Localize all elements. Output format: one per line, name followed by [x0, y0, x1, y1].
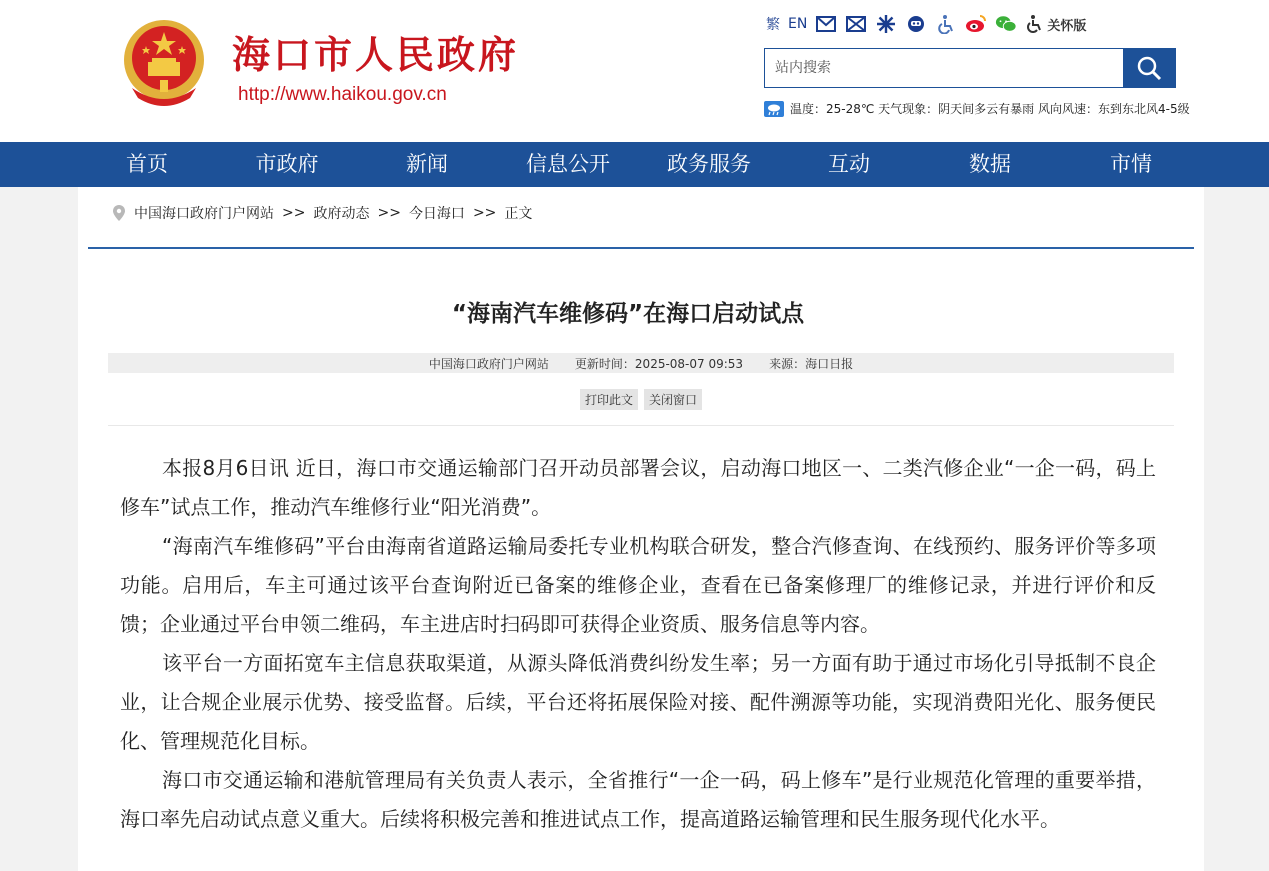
- meta-updated: 更新时间：2025-08-07 09:53: [574, 356, 744, 371]
- print-button[interactable]: 打印此文: [580, 389, 638, 410]
- national-emblem-icon: [120, 18, 208, 106]
- breadcrumb-current: 正文: [504, 206, 533, 222]
- breadcrumb-separator: >>: [472, 205, 497, 221]
- site-header: [0, 0, 1269, 142]
- article-meta: [108, 353, 1174, 373]
- wheelchair-icon: [1025, 14, 1045, 34]
- paragraph: “海南汽车维修码”平台由海南省道路运输局委托专业机构联合研发，整合汽修查询、在线预约、服务评价等多项功能。启用后，车主可通过该平台查询附近已备案的维修企业，查看在已备案修理厂的维修记录，并进行评价和反馈；企业通过平台申领二维码，车主进店时扫码即可获得企业资质、服务信息等内容。: [120, 534, 1156, 636]
- article-actions: [78, 389, 1204, 410]
- meta-site: 中国海口政府门户网站: [428, 356, 549, 371]
- divider: [108, 425, 1174, 426]
- location-pin-icon: [112, 204, 126, 222]
- breadcrumb-separator: >>: [377, 205, 401, 221]
- main-nav: [0, 142, 1269, 187]
- nav-government-services[interactable]: 政务服务: [667, 152, 751, 176]
- mailbox-icon[interactable]: [845, 13, 867, 35]
- divider: [88, 247, 1194, 249]
- nav-home[interactable]: 首页: [126, 152, 168, 176]
- care-mode-label: 关怀版: [1047, 18, 1087, 34]
- nav-news[interactable]: 新闻: [406, 152, 448, 176]
- nav-city-overview[interactable]: 市情: [1110, 152, 1152, 176]
- search-button[interactable]: [1123, 48, 1175, 88]
- breadcrumb: [112, 203, 532, 223]
- snowflake-icon[interactable]: [875, 13, 897, 35]
- weather-icon: [764, 101, 784, 117]
- close-window-button[interactable]: 关闭窗口: [644, 389, 702, 410]
- utility-toolbar: [766, 12, 1086, 36]
- breadcrumb-gov-news[interactable]: 政府动态: [313, 206, 370, 222]
- nav-city-government[interactable]: 市政府: [255, 152, 319, 176]
- search-icon: [1136, 55, 1162, 81]
- meta-source: 来源：海口日报: [769, 356, 854, 371]
- article-title: “海南汽车维修码”在海口启动试点: [451, 301, 805, 327]
- site-url[interactable]: http://www.haikou.gov.cn: [238, 84, 447, 105]
- breadcrumb-home[interactable]: 中国海口政府门户网站: [134, 206, 274, 222]
- english-link[interactable]: EN: [788, 16, 808, 32]
- paragraph: 该平台一方面拓宽车主信息获取渠道，从源头降低消费纠纷发生率；另一方面有助于通过市场化引导抵制不良企业，让合规企业展示优势、接受监督。后续，平台还将拓展保险对接、配件溯源等功能，实现消费阳光化、服务便民化、管理规范化目标。: [120, 651, 1156, 753]
- paragraph: 本报8月6日讯 近日，海口市交通运输部门召开动员部署会议，启动海口地区一、二类汽修企业“一企一码，码上修车”试点工作，推动汽车维修行业“阳光消费”。: [120, 456, 1156, 519]
- weather-bar: [764, 100, 1190, 117]
- traditional-chinese-link[interactable]: 繁: [766, 17, 780, 33]
- nav-data[interactable]: 数据: [969, 152, 1011, 176]
- search-input[interactable]: [765, 49, 1123, 87]
- mail-icon[interactable]: [815, 13, 837, 35]
- wechat-icon[interactable]: [995, 13, 1017, 35]
- nav-interaction[interactable]: 互动: [828, 152, 870, 176]
- article-body: [120, 449, 1156, 839]
- nav-info-disclosure[interactable]: 信息公开: [526, 152, 610, 176]
- weather-text: 温度：25-28℃ 天气现象：阴天间多云有暴雨 风向风速：东到东北风4-5级: [790, 102, 1190, 116]
- robot-icon[interactable]: [905, 13, 927, 35]
- site-title[interactable]: 海口市人民政府: [232, 32, 520, 77]
- article-container: [78, 187, 1204, 871]
- breadcrumb-today-haikou[interactable]: 今日海口: [408, 206, 465, 222]
- breadcrumb-separator: >>: [282, 205, 306, 221]
- paragraph: 海口市交通运输和港航管理局有关负责人表示，全省推行“一企一码，码上修车”是行业规范化管理的重要举措，海口率先启动试点意义重大。后续将积极完善和推进试点工作，提高道路运输管理和民生服务现代化水平。: [120, 768, 1156, 831]
- care-mode-link[interactable]: [1025, 14, 1086, 34]
- accessibility-icon[interactable]: [935, 13, 957, 35]
- search-box: [764, 48, 1176, 88]
- weibo-icon[interactable]: [965, 13, 987, 35]
